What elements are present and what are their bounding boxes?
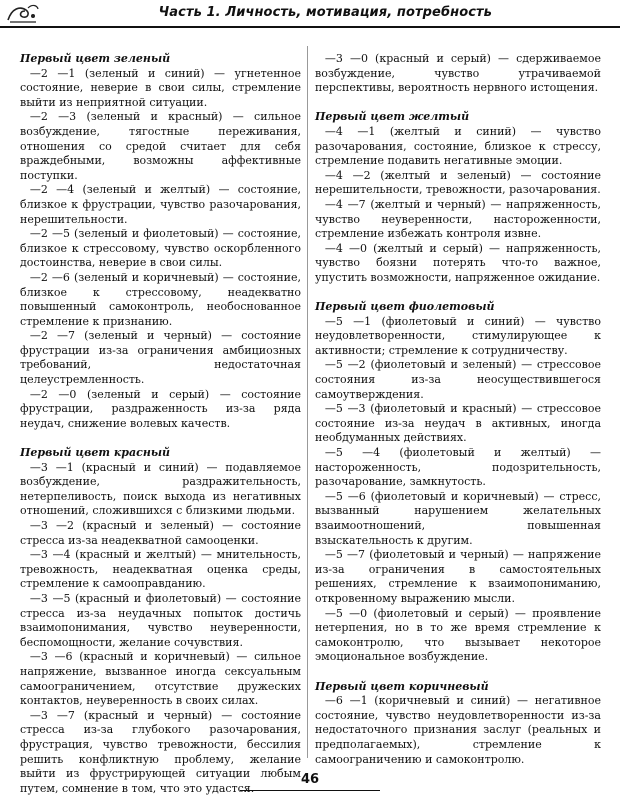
section-heading: Первый цвет желтый bbox=[315, 110, 470, 124]
section-heading: Первый цвет фиолетовый bbox=[315, 300, 495, 314]
paragraph: —4 —0 (желтый и серый) — напряженность, чувство боязни потерять что-то важное, упустить возможности, напряженное ожидание. bbox=[315, 241, 601, 284]
paragraph: —3 —6 (красный и коричневый) — сильное напряжение, вызванное иногда сексуальным самоограничением, отсутствие дружеских контактов, неуверенность в своих силах. bbox=[20, 650, 301, 708]
paragraph: —5 —3 (фиолетовый и красный) — стрессовое состояние из-за неудач в активных, иногда необдуманных действиях. bbox=[315, 402, 601, 445]
paragraph: —2 —4 (зеленый и желтый) — состояние, близкое к фрустрации, чувство разочарования, нерешительности. bbox=[20, 183, 301, 226]
section-heading: Первый цвет красный bbox=[20, 446, 171, 460]
paragraph: —2 —1 (зеленый и синий) — угнетенное состояние, неверие в свои силы, стремление выйти из неприятной ситуации. bbox=[20, 66, 301, 109]
paragraph: —4 —7 (желтый и черный) — напряженность, чувство неуверенности, настороженности, стремление избежать контроля извне. bbox=[315, 197, 601, 241]
paragraph: —6 —1 (коричневый и синий) — негативное состояние, чувство неудовлетворенности из-за недостаточного признания заслуг (реальных и предполагаемых), стремление к самоограничению и самоконтролю. bbox=[315, 694, 601, 766]
paragraph: —5 —0 (фиолетовый и серый) — проявление нетерпения, но в то же время стремление к самоконтролю, что вызывает некоторое эмоциональное возбуждение. bbox=[315, 606, 601, 664]
paragraph: —5 —2 (фиолетовый и зеленый) — стрессовое состояния из-за неосуществившегося самоутверждения. bbox=[315, 358, 601, 401]
paragraph: —5 —7 (фиолетовый и черный) — напряжение из-за ограничения в самостоятельных решениях, стремление к взаимопониманию, откровенному выражению мысли. bbox=[315, 548, 601, 605]
paragraph: —3 —1 (красный и синий) — подавляемое возбуждение, раздражительность, нетерпеливость, поиск выхода из негативных отношений, сложившихся с близкими людьми. bbox=[20, 460, 301, 518]
paragraph: —3 —2 (красный и зеленый) — состояние стресса из-за неадекватной самооценки. bbox=[20, 519, 301, 547]
paragraph: —4 —1 (желтый и синий) — чувство разочарования, состояние, близкое к стрессу, стремление подавить негативные эмоции. bbox=[315, 124, 601, 168]
paragraph: —2 —5 (зеленый и фиолетовый) — состояние, близкое к стрессовому, чувство оскорбленного достоинства, неверие в свои силы. bbox=[20, 227, 301, 270]
paragraph: —5 —1 (фиолетовый и синий) — чувство неудовлетворенности, стимулирующее к активности; стремление к сотрудничеству. bbox=[315, 314, 601, 357]
section-gap bbox=[315, 665, 601, 680]
section-heading: Первый цвет коричневый bbox=[315, 679, 489, 693]
paragraph: —2 —6 (зеленый и коричневый) — состояние, близкое к стрессовому, неадекватно повышенный самоконтроль, необоснованное стремление к признанию. bbox=[20, 270, 301, 328]
section-gap bbox=[20, 431, 301, 446]
paragraph: —3 —5 (красный и фиолетовый) — состояние стресса из-за неудачных попыток достичь взаимопонимания, чувство неуверенности, беспомощности, желание сочувствия. bbox=[20, 591, 301, 649]
paragraph: —3 —4 (красный и желтый) — мнительность, тревожность, неадекватная оценка среды, стремление к самооправданию. bbox=[20, 548, 301, 591]
paragraph: —2 —0 (зеленый и серый) — состояние фрустрации, раздраженность из-за ряда неудач, снижение волевых качеств. bbox=[20, 387, 301, 430]
footer-rule bbox=[240, 790, 380, 791]
header-rule bbox=[0, 26, 620, 28]
paragraph: —2 —3 (зеленый и красный) — сильное возбуждение, тягостные переживания, отношения со средой считает для себя враждебными, возможны аффективные поступки. bbox=[20, 110, 301, 182]
running-header-title: Часть 1. Личность, мотивация, потребность bbox=[158, 5, 492, 20]
paragraph: —5 —6 (фиолетовый и коричневый) — стресс, вызванный нарушением желательных взаимоотношений, повышенная взыскательность к другим. bbox=[315, 489, 601, 547]
section-gap bbox=[315, 96, 601, 111]
paragraph: —3 —7 (красный и черный) — состояние стресса из-за глубокого разочарования, фрустрация, чувство тревожности, бессилия решить конфликтную проблему, желание выйти из фрустрирующей ситуации любым путем, сомнение в том, что это удастся. bbox=[20, 708, 301, 795]
paragraph: —5 —4 (фиолетовый и желтый) — настороженность, подозрительность, разочарование, замкнутость. bbox=[315, 446, 601, 489]
paragraph: —4 —2 (желтый и зеленый) — состояние нерешительности, тревожности, разочарования. bbox=[315, 168, 601, 197]
page-number: 46 bbox=[300, 772, 320, 787]
section-heading: Первый цвет зеленый bbox=[20, 52, 171, 65]
right-column bbox=[315, 52, 601, 767]
paragraph: —2 —7 (зеленый и черный) — состояние фрустрации из-за ограничения амбициозных требований, недостаточная целеустремленность. bbox=[20, 329, 301, 387]
page-header bbox=[0, 0, 620, 28]
section-gap bbox=[315, 286, 601, 301]
paragraph: —3 —0 (красный и серый) — сдерживаемое возбуждение, чувство утрачиваемой перспективы, вероятность нервного истощения. bbox=[315, 52, 601, 95]
column-divider bbox=[307, 46, 308, 758]
left-column bbox=[20, 52, 301, 796]
flourish-ornament-icon bbox=[6, 2, 40, 24]
